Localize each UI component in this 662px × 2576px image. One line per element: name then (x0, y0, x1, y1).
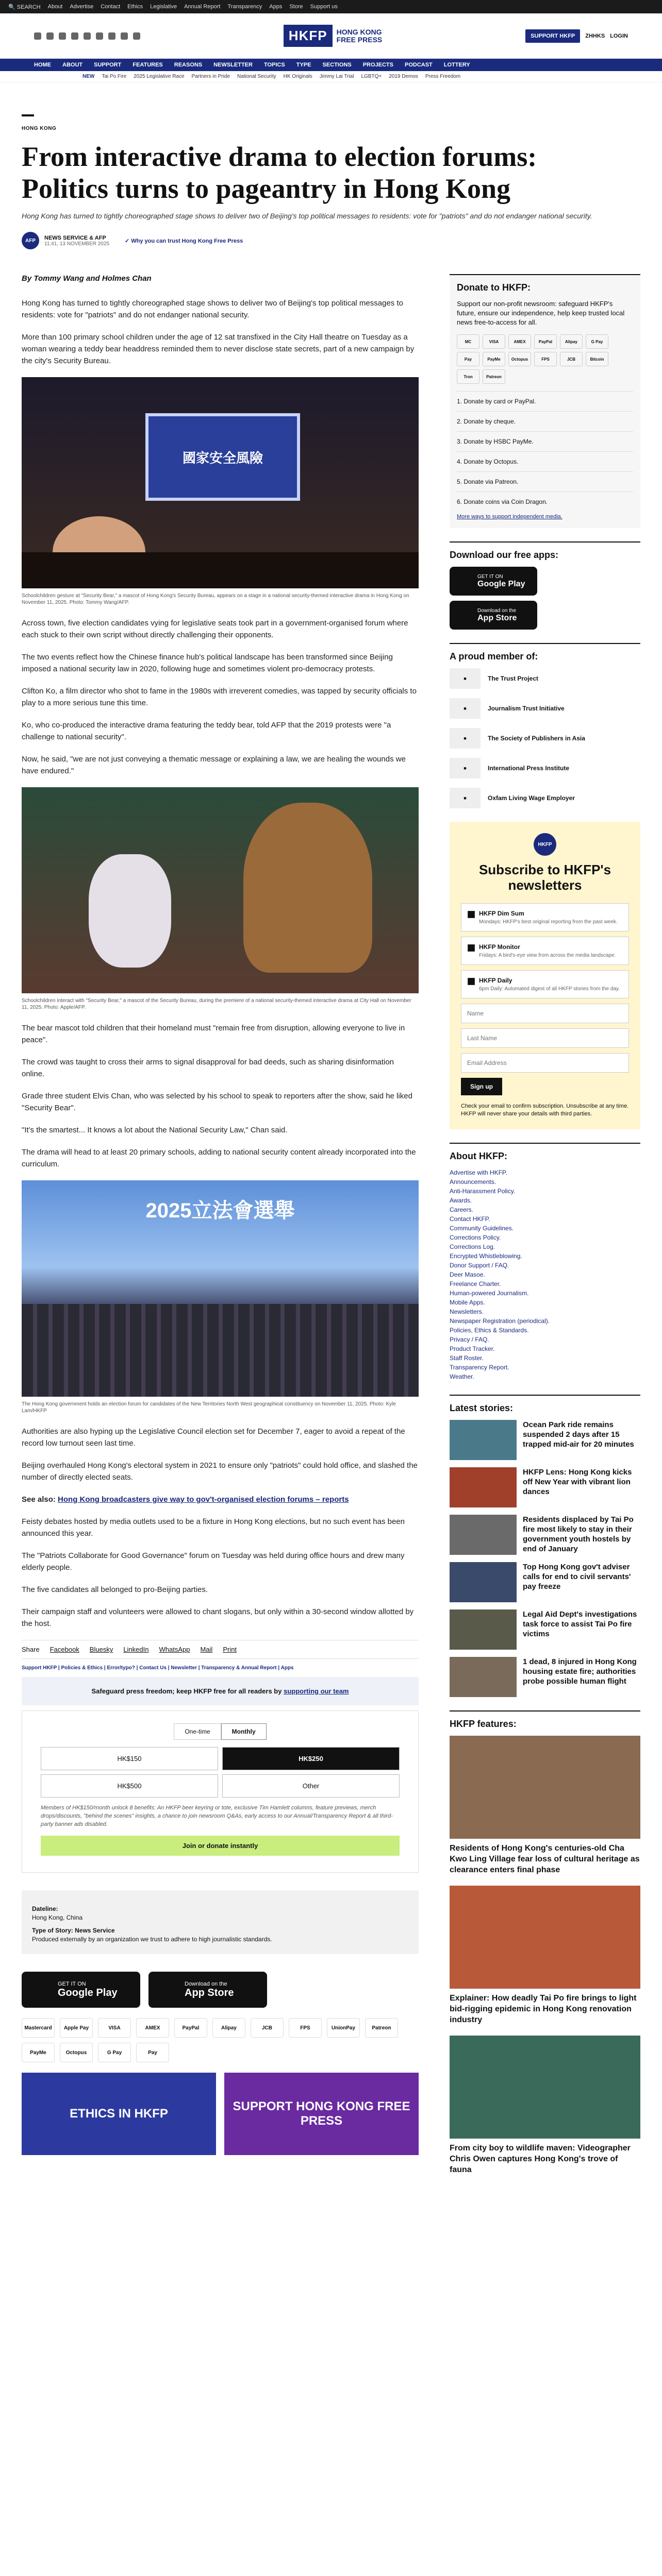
nav-features[interactable]: FEATURES (133, 62, 163, 68)
about-link[interactable]: Advertise with HKFP. (450, 1169, 507, 1176)
share-bluesky[interactable]: Bluesky (89, 1646, 113, 1653)
newsletter-logo: HKFP (534, 833, 556, 856)
child-figure (89, 854, 171, 968)
amex-icon: AMEX (136, 2018, 169, 2038)
bluesky-icon[interactable] (84, 32, 91, 40)
amount-option[interactable]: Other (222, 1774, 400, 1798)
share-bar (22, 1640, 419, 1659)
story-type-label: Type of Story: News Service (32, 1927, 115, 1934)
story-title: Legal Aid Dept's investigations task force to assist Tai Po fire victims (523, 1610, 637, 1638)
apple-pay-icon: Pay (457, 352, 479, 366)
search-label: SEARCH (16, 4, 41, 10)
security-bear-mascot (243, 803, 372, 973)
sidebar (450, 274, 640, 2189)
story-title: 1 dead, 8 injured in Hong Kong housing estate fire; authorities probe possible human flight (523, 1657, 637, 1686)
paragraph: Now, he said, "we are not just conveying a thematic message or explaining a law, we are healing the wounds we have endured." (22, 755, 406, 775)
share-mail[interactable]: Mail (200, 1646, 213, 1653)
rss-icon[interactable] (133, 32, 140, 40)
masthead (0, 13, 662, 59)
about-link[interactable]: Human-powered Journalism. (450, 1290, 529, 1297)
author-name[interactable]: NEWS SERVICE & AFP (44, 234, 106, 241)
nav-newsletter[interactable]: NEWSLETTER (213, 62, 253, 68)
octopus-icon: Octopus (60, 2043, 93, 2062)
donate-banner (22, 1677, 419, 1705)
payme-icon: PayMe (483, 352, 505, 366)
story-thumbnail (450, 1609, 517, 1650)
features-panel (450, 1710, 640, 2175)
feature-image (450, 2036, 640, 2139)
story-title: Ocean Park ride remains suspended 2 days after 15 trapped mid-air for 20 minutes (523, 1420, 634, 1449)
author-avatar: AFP (22, 232, 39, 249)
google-play-badge[interactable] (450, 567, 537, 596)
amount-options (22, 1747, 418, 1798)
trending-item[interactable]: 2025 Legislative Race (134, 74, 185, 79)
alipay-icon: Alipay (212, 2018, 245, 2038)
fps-icon: FPS (289, 2018, 322, 2038)
topbar-link-transparency[interactable]: Transparency (227, 4, 262, 10)
trending-item[interactable]: Tai Po Fire (102, 74, 127, 79)
see-also (22, 1494, 419, 1505)
latest-title: Latest stories: (450, 1403, 514, 1413)
trending-item[interactable]: 2019 Demos (389, 74, 418, 79)
share-facebook[interactable]: Facebook (49, 1646, 79, 1653)
support-links[interactable]: Support HKFP | Policies & Ethics | Error/typo? | Contact Us | Newsletter | Transparency & Annual Report | Apps (22, 1665, 294, 1671)
about-link[interactable]: Mobile Apps. (450, 1299, 485, 1306)
paragraph: Authorities are also hyping up the Legislative Council election set for December 7, eager to avoid a repeat of the record low turnout seen last time. (22, 1427, 405, 1448)
features-title: HKFP features: (450, 1719, 517, 1729)
org-name: The Society of Publishers in Asia (488, 735, 585, 742)
nav-support[interactable]: SUPPORT (94, 62, 122, 68)
newsletter-desc: 6pm Daily: Automated digest of all HKFP stories from the day. (479, 986, 620, 992)
badge-small: Download on the (185, 1980, 227, 1987)
topbar-link-ethics[interactable]: Ethics (127, 4, 143, 10)
newsletter-name: HKFP Dim Sum (479, 910, 524, 917)
card-logos (457, 334, 633, 384)
social-icons (34, 32, 140, 40)
about-link[interactable]: Product Tracker. (450, 1345, 495, 1352)
donate-method[interactable]: 4. Donate by Octopus. (457, 451, 633, 471)
frequency-tabs (22, 1723, 418, 1740)
article-photo-3 (22, 1180, 419, 1397)
about-link[interactable]: Corrections Policy. (450, 1234, 501, 1241)
donate-method[interactable]: 1. Donate by card or PayPal. (457, 391, 633, 411)
article-photo-1 (22, 377, 419, 588)
masthead-actions (525, 29, 628, 43)
ethics-banner[interactable]: ETHICS IN HKFP (22, 2073, 216, 2155)
about-link[interactable]: Policies, Ethics & Standards. (450, 1327, 529, 1334)
jcb-icon: JCB (251, 2018, 284, 2038)
donation-widget (22, 1710, 419, 1873)
google-pay-icon: G Pay (586, 334, 608, 349)
nav-lottery[interactable]: LOTTERY (443, 62, 470, 68)
latest-stories (450, 1395, 640, 1697)
photo-caption: The Hong Kong government holds an election forum for candidates of the New Territories North West geographical constituency on November 11, 2025. Photo: Kyle Lam/HKFP (22, 1401, 396, 1414)
newsletter-name: HKFP Daily (479, 977, 512, 984)
latest-story[interactable] (450, 1467, 640, 1507)
trending-bar (0, 71, 662, 82)
logo-box: HKFP (284, 25, 333, 47)
search-link[interactable]: 🔍 SEARCH (8, 4, 41, 10)
patreon-icon: Patreon (483, 369, 505, 384)
newsletter-option[interactable] (461, 937, 629, 965)
paragraph: The "Patriots Collaborate for Good Governance" forum on Tuesday was held during office hours and drew many elderly people. (22, 1551, 405, 1572)
story-title: Residents displaced by Tai Po fire most likely to stay in their government youth hostels by end of January (523, 1515, 634, 1553)
paragraph: Grade three student Elvis Chan, who was selected by his school to speak to reporters after the show, said he liked "Security Bear". (22, 1092, 412, 1112)
nav-about[interactable]: ABOUT (62, 62, 83, 68)
feature-item[interactable] (450, 2036, 640, 2175)
topbar-link-support[interactable]: Support us (310, 4, 338, 10)
amex-icon: AMEX (508, 334, 531, 349)
last-name-input[interactable] (461, 1028, 629, 1048)
more-ways-link[interactable]: More ways to support independent media. (457, 514, 562, 520)
site-logo[interactable] (284, 25, 382, 47)
topbar-link-apps[interactable]: Apps (269, 4, 283, 10)
app-store-badges (22, 1972, 419, 2008)
about-link[interactable]: Careers. (450, 1206, 474, 1213)
latest-story[interactable] (450, 1515, 640, 1555)
newsletter-note: Check your email to confirm subscription. Unsubscribe at any time. HKFP will never share your details with third parties. (461, 1103, 629, 1117)
top-utility-bar (0, 0, 662, 13)
audience-silhouette (22, 552, 419, 588)
paragraph: Hong Kong has turned to tightly choreographed stage shows to deliver two of Beijing's top political messages to residents: vote for "patriots" and do not endanger national security. (22, 299, 403, 319)
share-label: Share (22, 1646, 40, 1653)
pay-icon: Pay (136, 2043, 169, 2062)
feature-image (450, 1736, 640, 1839)
share-whatsapp[interactable]: WhatsApp (159, 1646, 190, 1653)
share-print[interactable]: Print (223, 1646, 237, 1653)
mastercard-icon: Mastercard (22, 2018, 55, 2038)
trending-item[interactable]: Partners in Pride (191, 74, 230, 79)
about-link[interactable]: Donor Support / FAQ. (450, 1262, 509, 1269)
about-link[interactable]: Corrections Log. (450, 1243, 495, 1250)
trending-item[interactable]: HK Originals (283, 74, 312, 79)
see-also-label: See also: (22, 1495, 58, 1504)
paragraph: The two events reflect how the Chinese finance hub's political landscape has been transformed since Beijing imposed a national security law in 2020, following huge and sometimes violent pro-democracy protests. (22, 653, 393, 673)
member-org[interactable] (450, 758, 640, 778)
photo-caption: Schoolchildren interact with "Security Bear," a mascot of the Security Bureau, during the premiere of a national security-themed interactive drama at City Hall on November 11, 2025. Photo: Apple/AFP. (22, 998, 411, 1010)
feature-title: Explainer: How deadly Tai Po fire brings to light bid-rigging epidemic in Hong Kong renovation industry (450, 1994, 637, 2024)
paragraph: "It's the smartest... It knows a lot about the National Security Law," Chan said. (22, 1126, 288, 1134)
nav-home[interactable]: HOME (34, 62, 51, 68)
about-panel (450, 1143, 640, 1381)
logo-line-1: HONG KONG (336, 27, 382, 36)
donate-link[interactable]: supporting our team (284, 1687, 349, 1695)
app-store-badge[interactable] (148, 1972, 267, 2008)
email-input[interactable] (461, 1053, 629, 1073)
donate-title: Donate to HKFP: (457, 282, 531, 293)
mastercard-icon: MC (457, 334, 479, 349)
newsletter-option[interactable] (461, 903, 629, 931)
about-link[interactable]: Community Guidelines. (450, 1225, 514, 1232)
facebook-icon[interactable] (34, 32, 41, 40)
org-name: Journalism Trust Initiative (488, 705, 565, 712)
nav-podcast[interactable]: PODCAST (404, 62, 433, 68)
dateline-value: Hong Kong, China (32, 1914, 83, 1921)
badge-big: Google Play (477, 579, 525, 588)
nav-type[interactable]: TYPE (296, 62, 311, 68)
donate-method[interactable]: 6. Donate coins via Coin Dragon. (457, 492, 633, 512)
story-title: Top Hong Kong gov't adviser calls for end to civil servants' pay freeze (523, 1563, 631, 1591)
paragraph: Clifton Ko, a film director who shot to fame in the 1980s with irreverent comedies, was tapped by security officials to play to a more serious tune this time. (22, 687, 417, 707)
feature-image (450, 1886, 640, 1989)
tab-one-time[interactable]: One-time (174, 1723, 221, 1740)
x-icon[interactable] (46, 32, 54, 40)
fps-icon: FPS (534, 352, 557, 366)
payme-icon: PayMe (22, 2043, 55, 2062)
main-nav (0, 59, 662, 71)
new-label: NEW (82, 74, 95, 79)
language-toggle[interactable]: ZHHKS (585, 32, 605, 39)
trending-item[interactable]: LGBTQ+ (361, 74, 382, 79)
about-link[interactable]: Announcements. (450, 1178, 496, 1185)
trust-link[interactable]: ✓ Why you can trust Hong Kong Free Press (125, 238, 243, 244)
latest-story[interactable] (450, 1657, 640, 1697)
badge-small: Download on the (477, 607, 517, 614)
feature-title: Residents of Hong Kong's centuries-old Cha Kwo Ling Village fear loss of cultural heritage as clearance enters final phase (450, 1844, 640, 1874)
telegram-icon[interactable] (121, 32, 128, 40)
topbar-link-store[interactable]: Store (289, 4, 303, 10)
badge-big: App Store (477, 613, 517, 622)
byline: By Tommy Wang and Holmes Chan (22, 274, 152, 283)
audience-rows (22, 1304, 419, 1397)
memberships-title: A proud member of: (450, 651, 538, 662)
youtube-icon[interactable] (96, 32, 103, 40)
about-link[interactable]: Weather. (450, 1373, 474, 1380)
paragraph: Feisty debates hosted by media outlets used to be a fixture in Hong Kong elections, but no such event has been announced this year. (22, 1517, 405, 1538)
visa-icon: VISA (98, 2018, 131, 2038)
paragraph: More than 100 primary school children under the age of 12 sat transfixed in the City Hall theatre on Tuesday as a woman wearing a teddy bear headdress reminded them to never disclose state secrets, part of a new campaign by the city's Security Bureau. (22, 333, 415, 365)
story-meta (22, 1890, 419, 1954)
logo-line-2: FREE PRESS (336, 35, 383, 44)
paypal-icon: PayPal (534, 334, 557, 349)
apps-title: Download our free apps: (450, 550, 559, 560)
paragraph: The drama will head to at least 20 primary schools, adding to national security content already incorporated into the curriculum. (22, 1148, 416, 1168)
app-store-badge[interactable] (450, 601, 537, 630)
paragraph: The bear mascot told children that their homeland must "remain free from disruption, allowing everyone to live in peace". (22, 1024, 405, 1044)
nav-projects[interactable]: PROJECTS (362, 62, 393, 68)
org-logo: ■ (450, 758, 481, 778)
google-play-badge[interactable] (22, 1972, 140, 2008)
jcb-icon: JCB (560, 352, 583, 366)
donate-method[interactable]: 3. Donate by HSBC PayMe. (457, 431, 633, 451)
paragraph: Ko, who co-produced the interactive drama featuring the teddy bear, told AFP that the 2019 protests were "a challenge to national security". (22, 721, 391, 741)
forum-banner: 2025立法會選舉 (145, 1199, 295, 1222)
dateline-label: Dateline: (32, 1905, 58, 1912)
membership-note: Members of HK$150/month unlock 8 benefits: An HKFP beer keyring or tote, exclusive Tim Hamlett columns, feature previews, merch drops/discounts, "behind the scenes" insights, a chance to join newsroom Q&As, early access to our Annual/Transparency Report & all third-party banner ads disabled. (41, 1805, 393, 1827)
tron-icon: Tron (457, 369, 479, 384)
apps-panel (450, 541, 640, 630)
first-name-input[interactable] (461, 1004, 629, 1023)
stage-screen: 國家安全風險 (145, 413, 300, 501)
topbar-link-advertise[interactable]: Advertise (70, 4, 94, 10)
topbar-link-legislative[interactable]: Legislative (150, 4, 177, 10)
newsletter-desc: Mondays: HKFP's best original reporting from the past week. (479, 919, 618, 925)
latest-story[interactable] (450, 1609, 640, 1650)
org-name: International Press Institute (488, 765, 570, 772)
nav-reasons[interactable]: REASONS (174, 62, 203, 68)
org-logo: ■ (450, 788, 481, 808)
donate-method[interactable]: 5. Donate via Patreon. (457, 471, 633, 492)
paragraph: The five candidates all belonged to pro-Beijing parties. (22, 1585, 208, 1594)
latest-story[interactable] (450, 1562, 640, 1602)
trust-label: Why you can trust Hong Kong Free Press (131, 238, 243, 244)
apple-pay-icon: Apple Pay (60, 2018, 93, 2038)
story-thumbnail (450, 1467, 517, 1507)
octopus-icon: Octopus (508, 352, 531, 366)
paragraph: The crowd was taught to cross their arms to signal disapproval for bad deeds, such as sharing disinformation online. (22, 1058, 394, 1078)
topbar-link-about[interactable]: About (47, 4, 63, 10)
topbar-link-annual-report[interactable]: Annual Report (184, 4, 221, 10)
login-button[interactable]: LOGIN (610, 32, 628, 39)
payment-methods (22, 2018, 419, 2062)
feature-item[interactable] (450, 1736, 640, 1875)
member-org[interactable] (450, 668, 640, 689)
donate-text: Support our non-profit newsroom: safeguard HKFP's future, ensure our independence, help keep trusted local news free-to-access for all. (457, 300, 625, 326)
signup-button[interactable]: Sign up (461, 1078, 502, 1095)
org-logo: ■ (450, 728, 481, 749)
about-link[interactable]: Awards. (450, 1197, 472, 1204)
amount-option[interactable]: HK$150 (41, 1747, 218, 1770)
memberships-panel (450, 643, 640, 808)
instagram-icon[interactable] (59, 32, 66, 40)
donate-text: Safeguard press freedom; keep HKFP free for all readers by (91, 1687, 284, 1695)
logo-text (337, 28, 383, 44)
member-org[interactable] (450, 728, 640, 749)
share-linkedin[interactable]: LinkedIn (123, 1646, 149, 1653)
member-org[interactable] (450, 698, 640, 719)
topbar-link-contact[interactable]: Contact (101, 4, 121, 10)
paypal-icon: PayPal (174, 2018, 207, 2038)
unionpay-icon: UnionPay (327, 2018, 360, 2038)
donate-panel (450, 274, 640, 528)
feature-title: From city boy to wildlife maven: Videographer Chris Owen captures Hong Kong's trove of fauna (450, 2144, 631, 2174)
newsletter-desc: Fridays: A bird's-eye view from across the media landscape. (479, 953, 616, 958)
nav-topics[interactable]: TOPICS (263, 62, 285, 68)
alipay-icon: Alipay (560, 334, 583, 349)
donate-methods (457, 391, 633, 512)
story-title: HKFP Lens: Hong Kong kicks off New Year with vibrant lion dances (523, 1468, 632, 1496)
mail-icon[interactable] (108, 32, 115, 40)
nav-sections[interactable]: SECTIONS (322, 62, 352, 68)
join-button[interactable]: Join or donate instantly (41, 1836, 400, 1856)
article-lede: Hong Kong has turned to tightly choreographed stage shows to deliver two of Beijing's top political messages to residents: vote for "patriots" and do not endanger national security. (22, 212, 592, 220)
member-org[interactable] (450, 788, 640, 808)
publish-date: 11:41, 13 NOVEMBER 2025 (44, 241, 109, 247)
google-pay-icon: G Pay (98, 2043, 131, 2062)
author-row (22, 232, 640, 249)
story-type-desc: Produced externally by an organization we trust to adhere to high journalistic standards. (32, 1936, 272, 1943)
amount-option-selected[interactable]: HK$250 (222, 1747, 400, 1770)
paragraph: Across town, five election candidates vying for legislative seats took part in a government-organised forum where each stuck to their own script without directly challenging their opponents. (22, 619, 408, 639)
about-link[interactable]: Staff Roster. (450, 1354, 484, 1362)
badge-big: App Store (185, 1987, 234, 1998)
article-title: From interactive drama to election forums: Politics turns to pageantry in Hong Kong (22, 141, 537, 204)
latest-story[interactable] (450, 1420, 640, 1460)
newsletter-option[interactable] (461, 970, 629, 998)
paragraph: Their campaign staff and volunteers were allowed to chant slogans, but only within a 30-second window allotted by the host. (22, 1607, 414, 1628)
bitcoin-icon: Bitcoin (586, 352, 608, 366)
tab-monthly[interactable]: Monthly (221, 1723, 267, 1740)
about-title: About HKFP: (450, 1151, 507, 1161)
story-thumbnail (450, 1420, 517, 1460)
badge-small: GET IT ON (58, 1980, 86, 1987)
about-link[interactable]: Encrypted Whistleblowing. (450, 1252, 522, 1260)
about-link[interactable]: Deer Masoe. (450, 1271, 485, 1278)
newsletter-title: Subscribe to HKFP's newsletters (478, 862, 611, 893)
newsletter-name: HKFP Monitor (479, 943, 520, 951)
photo-caption: Schoolchildren gesture at "Security Bear," a mascot of Hong Kong's Security Bureau, appears on a stage in a national security-themed interactive drama in Hong Kong on November 11, 2025. Photo: Tommy Wang/AFP. (22, 593, 409, 605)
org-name: The Trust Project (488, 675, 539, 682)
header-rule (22, 114, 34, 116)
about-link[interactable]: Newsletters. (450, 1308, 484, 1315)
story-thumbnail (450, 1562, 517, 1602)
about-link[interactable]: Contact HKFP. (450, 1215, 490, 1223)
two-column-layout (22, 274, 640, 2189)
trending-item[interactable]: Jimmy Lai Trial (319, 74, 354, 79)
org-name: Oxfam Living Wage Employer (488, 794, 575, 802)
article-photo-2 (22, 787, 419, 993)
trending-item[interactable]: National Security (237, 74, 276, 79)
visa-icon: VISA (483, 334, 505, 349)
org-logo: ■ (450, 698, 481, 719)
threads-icon[interactable] (71, 32, 78, 40)
badge-small: GET IT ON (477, 573, 503, 580)
article-body (22, 274, 419, 2189)
support-hkfp-button[interactable]: SUPPORT HKFP (525, 29, 580, 43)
about-link[interactable]: Transparency Report. (450, 1364, 509, 1371)
category-label[interactable]: HONG KONG (22, 126, 57, 131)
about-link[interactable]: Freelance Charter. (450, 1280, 501, 1287)
about-link[interactable]: Newspaper Registration (periodical). (450, 1317, 550, 1325)
trending-item[interactable]: Press Freedom (425, 74, 461, 79)
author-meta (44, 235, 109, 247)
amount-option[interactable]: HK$500 (41, 1774, 218, 1798)
see-also-link[interactable]: Hong Kong broadcasters give way to gov't-organised election forums – reports (58, 1495, 349, 1504)
donate-method[interactable]: 2. Donate by cheque. (457, 411, 633, 431)
about-link[interactable]: Privacy / FAQ. (450, 1336, 489, 1343)
paragraph: Beijing overhauled Hong Kong's electoral system in 2021 to ensure only "patriots" could hold office, and slashed the number of directly elected seats. (22, 1461, 418, 1482)
badge-big: Google Play (58, 1987, 118, 1998)
patreon-icon: Patreon (365, 2018, 398, 2038)
promo-banners (22, 2073, 419, 2155)
support-banner[interactable]: SUPPORT HONG KONG FREE PRESS (224, 2073, 419, 2155)
story-thumbnail (450, 1515, 517, 1555)
org-logo: ■ (450, 668, 481, 689)
content-wrapper (22, 114, 640, 2189)
newsletter-signup (450, 822, 640, 1129)
about-link[interactable]: Anti-Harassment Policy. (450, 1188, 516, 1195)
feature-item[interactable] (450, 1886, 640, 2025)
story-thumbnail (450, 1657, 517, 1697)
